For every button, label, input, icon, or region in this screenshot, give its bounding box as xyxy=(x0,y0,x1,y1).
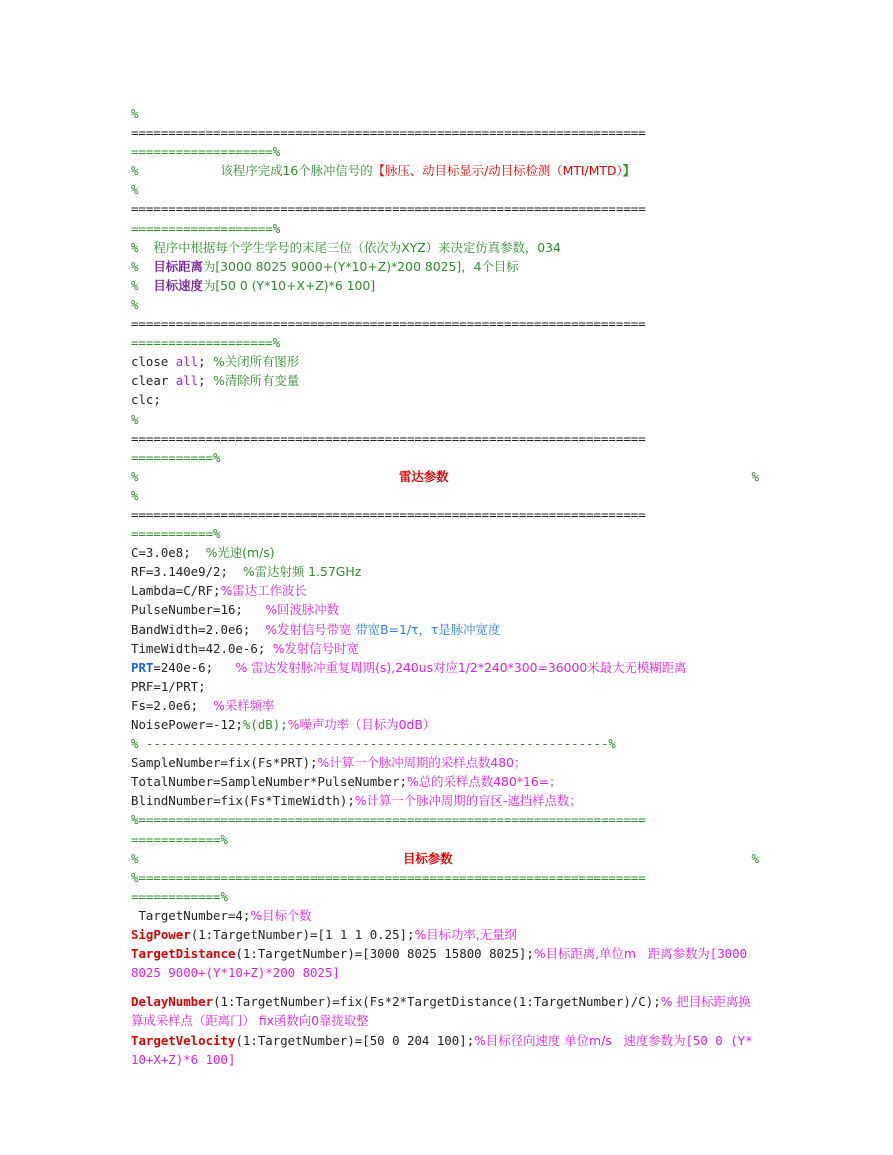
clear-semicolon: ; xyxy=(198,373,214,389)
code: TotalNumber=SampleNumber*PulseNumber; xyxy=(131,774,408,790)
target-velocity-line: % 目标速度为[50 0 (Y*10+X+Z)*6 100] xyxy=(131,277,376,293)
rule-line-end: ===========% xyxy=(131,526,221,542)
rule-line: %==================================================================== xyxy=(131,869,646,885)
prf-line: PRF=1/PRT; xyxy=(131,678,206,694)
code: RF=3.140e9/2; xyxy=(131,564,243,580)
description-line: % 程序中根据每个学生学号的末尾三位（依次为XYZ）来决定仿真参数，034 xyxy=(131,239,561,255)
code: (1:TargetNumber)=fix(Fs*2*TargetDistance(1:TargetNumber)/C); xyxy=(213,994,661,1010)
program-title-topic: 【脉压、动目标显示/动目标检测（MTI/MTD） xyxy=(372,163,623,179)
program-title-prefix: 该程序完成16个脉冲信号的 xyxy=(220,163,373,179)
rule-line-end: ===================% xyxy=(131,220,281,236)
close-all-line xyxy=(131,352,759,371)
clear-command: clear xyxy=(131,373,176,389)
code: NoisePower=-12; xyxy=(131,717,243,732)
target-distance-code-line xyxy=(131,944,759,982)
code: Lambda=C/RF; xyxy=(131,583,221,599)
comment: %目标径向速度 单位m/s 速度参数为 xyxy=(474,1032,686,1048)
lambda-line xyxy=(131,581,759,600)
comment-marker: % xyxy=(131,182,139,198)
target-section-title-line: % 目标参数 % xyxy=(131,849,759,868)
rule-line-end: ============% xyxy=(131,831,228,847)
code: (1:TargetNumber)=[3000 8025 15800 8025]; xyxy=(235,946,534,962)
comment: % 把目标距离换算成采样点（距离门） fix函数向0靠拢取整 xyxy=(131,994,751,1029)
sig-power-keyword: SigPower xyxy=(131,927,191,943)
program-title-end: 】 xyxy=(622,163,636,179)
comment-marker: % xyxy=(131,411,139,427)
comment-marker: % xyxy=(131,487,139,503)
bandwidth-line xyxy=(131,620,759,639)
clear-all-line xyxy=(131,371,759,390)
target-velocity-keyword: TargetVelocity xyxy=(131,1032,236,1048)
rule-line-end: ===================% xyxy=(131,335,281,351)
delay-number-line xyxy=(131,992,759,1030)
comment: %光速(m/s) xyxy=(205,545,275,561)
comment-marker: % xyxy=(131,106,139,121)
target-number-line xyxy=(131,906,759,925)
rule-line-end: ===========% xyxy=(131,449,221,465)
comment: %回波脉冲数 xyxy=(265,602,340,618)
code-page xyxy=(131,104,759,1069)
comment-params: [50 0 (Y*10+X+Z)*6 100] xyxy=(131,1032,753,1067)
comment: %目标功率,无量纲 xyxy=(414,927,517,943)
rule-line-end: ===================% xyxy=(131,144,281,160)
code: (1:TargetNumber)=[1 1 1 0.25]; xyxy=(190,927,415,943)
target-velocity-code-line xyxy=(131,1031,759,1069)
comment: %总的采样点数480*16=； xyxy=(407,774,562,790)
prt-keyword: PRT xyxy=(131,659,154,675)
target-distance-value: 为[3000 8025 9000+(Y*10+Z)*200 8025]，4个目标 xyxy=(202,258,519,274)
clear-all-keyword: all xyxy=(175,373,199,389)
description-text: 程序中根据每个学生学号的末尾三位（依次为XYZ）来决定仿真参数，034 xyxy=(153,239,561,255)
rule-line: ===================================================================== xyxy=(131,316,646,332)
blind-number-line xyxy=(131,791,759,810)
comment: %计算一个脉冲周期的采样点数480； xyxy=(317,755,527,771)
comment-note: 带宽B=1/τ，τ是脉冲宽度 xyxy=(351,621,501,637)
target-section-title: 目标参数 xyxy=(403,850,453,866)
close-semicolon: ; xyxy=(198,354,214,370)
comment: %发射信号带宽 xyxy=(265,621,352,637)
fs-line xyxy=(131,696,759,715)
comment: %目标个数 xyxy=(250,907,312,923)
code: C=3.0e8; xyxy=(131,545,206,561)
code: BandWidth=2.0e6; xyxy=(131,621,266,637)
program-title-line: % 该程序完成16个脉冲信号的【脉压、动目标显示/动目标检测（MTI/MTD）】 xyxy=(131,163,636,179)
radar-section-title-line: % 雷达参数 % xyxy=(131,467,759,486)
code: =240e-6; xyxy=(153,659,236,675)
pulse-number-line xyxy=(131,600,759,619)
rule-line: ===================================================================== xyxy=(131,506,646,522)
noise-power-line xyxy=(131,715,759,734)
code: PulseNumber=16; xyxy=(131,602,266,618)
comment: %采样频率 xyxy=(213,697,275,713)
code: SampleNumber=fix(Fs*PRT); xyxy=(131,755,318,771)
target-velocity-value: 为[50 0 (Y*10+X+Z)*6 100] xyxy=(202,277,376,293)
target-distance-keyword: TargetDistance xyxy=(131,946,236,962)
comment-marker: % xyxy=(131,296,139,312)
code: Fs=2.0e6; xyxy=(131,697,214,713)
rule-line: ===================================================================== xyxy=(131,430,646,446)
code: TimeWidth=42.0e-6; xyxy=(131,640,273,656)
clear-comment: %清除所有变量 xyxy=(213,373,300,389)
clc-line: clc; xyxy=(131,392,161,408)
target-distance-line: % 目标距离为[3000 8025 9000+(Y*10+Z)*200 8025]，4个目标 xyxy=(131,258,519,274)
rf-line xyxy=(131,562,759,581)
delay-number-keyword: DelayNumber xyxy=(131,994,214,1010)
comment: %雷达工作波长 xyxy=(220,583,307,599)
light-speed-line xyxy=(131,543,759,562)
comment: %发射信号时宽 xyxy=(272,640,359,656)
target-distance-label: 目标距离 xyxy=(153,258,203,274)
code: TargetNumber=4; xyxy=(131,907,251,923)
rule-line: %==================================================================== xyxy=(131,812,646,828)
comment-unit: %(dB); xyxy=(242,717,288,732)
radar-section-title: 雷达参数 xyxy=(399,468,449,484)
close-comment: %关闭所有图形 xyxy=(213,354,300,370)
comment: %计算一个脉冲周期的盲区-遮挡样点数； xyxy=(354,793,582,809)
comment: %目标距离,单位m 距离参数为 xyxy=(533,946,710,962)
comment-params: [3000 8025 9000+(Y*10+Z)*200 8025] xyxy=(131,946,755,981)
comment: % 雷达发射脉冲重复周期(s),240us对应1/2*240*300=36000米最大无模糊距离 xyxy=(235,659,687,675)
sig-power-line xyxy=(131,925,759,944)
prt-line xyxy=(131,658,759,677)
comment: %雷达射频 1.57GHz xyxy=(242,564,362,580)
comment: %噪声功率（目标为0dB） xyxy=(287,717,436,732)
close-all-keyword: all xyxy=(175,354,199,370)
code: (1:TargetNumber)=[50 0 204 100]; xyxy=(235,1032,475,1048)
time-width-line xyxy=(131,639,759,658)
rule-line: ===================================================================== xyxy=(131,201,646,217)
separator-line: % --------------------------------------------------------------% xyxy=(131,736,616,752)
total-number-line xyxy=(131,772,759,791)
target-velocity-label: 目标速度 xyxy=(153,277,203,293)
code: BlindNumber=fix(Fs*TimeWidth); xyxy=(131,793,355,809)
rule-line-end: ============% xyxy=(131,888,228,904)
rule-line: ===================================================================== xyxy=(131,125,646,141)
sample-number-line xyxy=(131,753,759,772)
close-command: close xyxy=(131,354,176,370)
